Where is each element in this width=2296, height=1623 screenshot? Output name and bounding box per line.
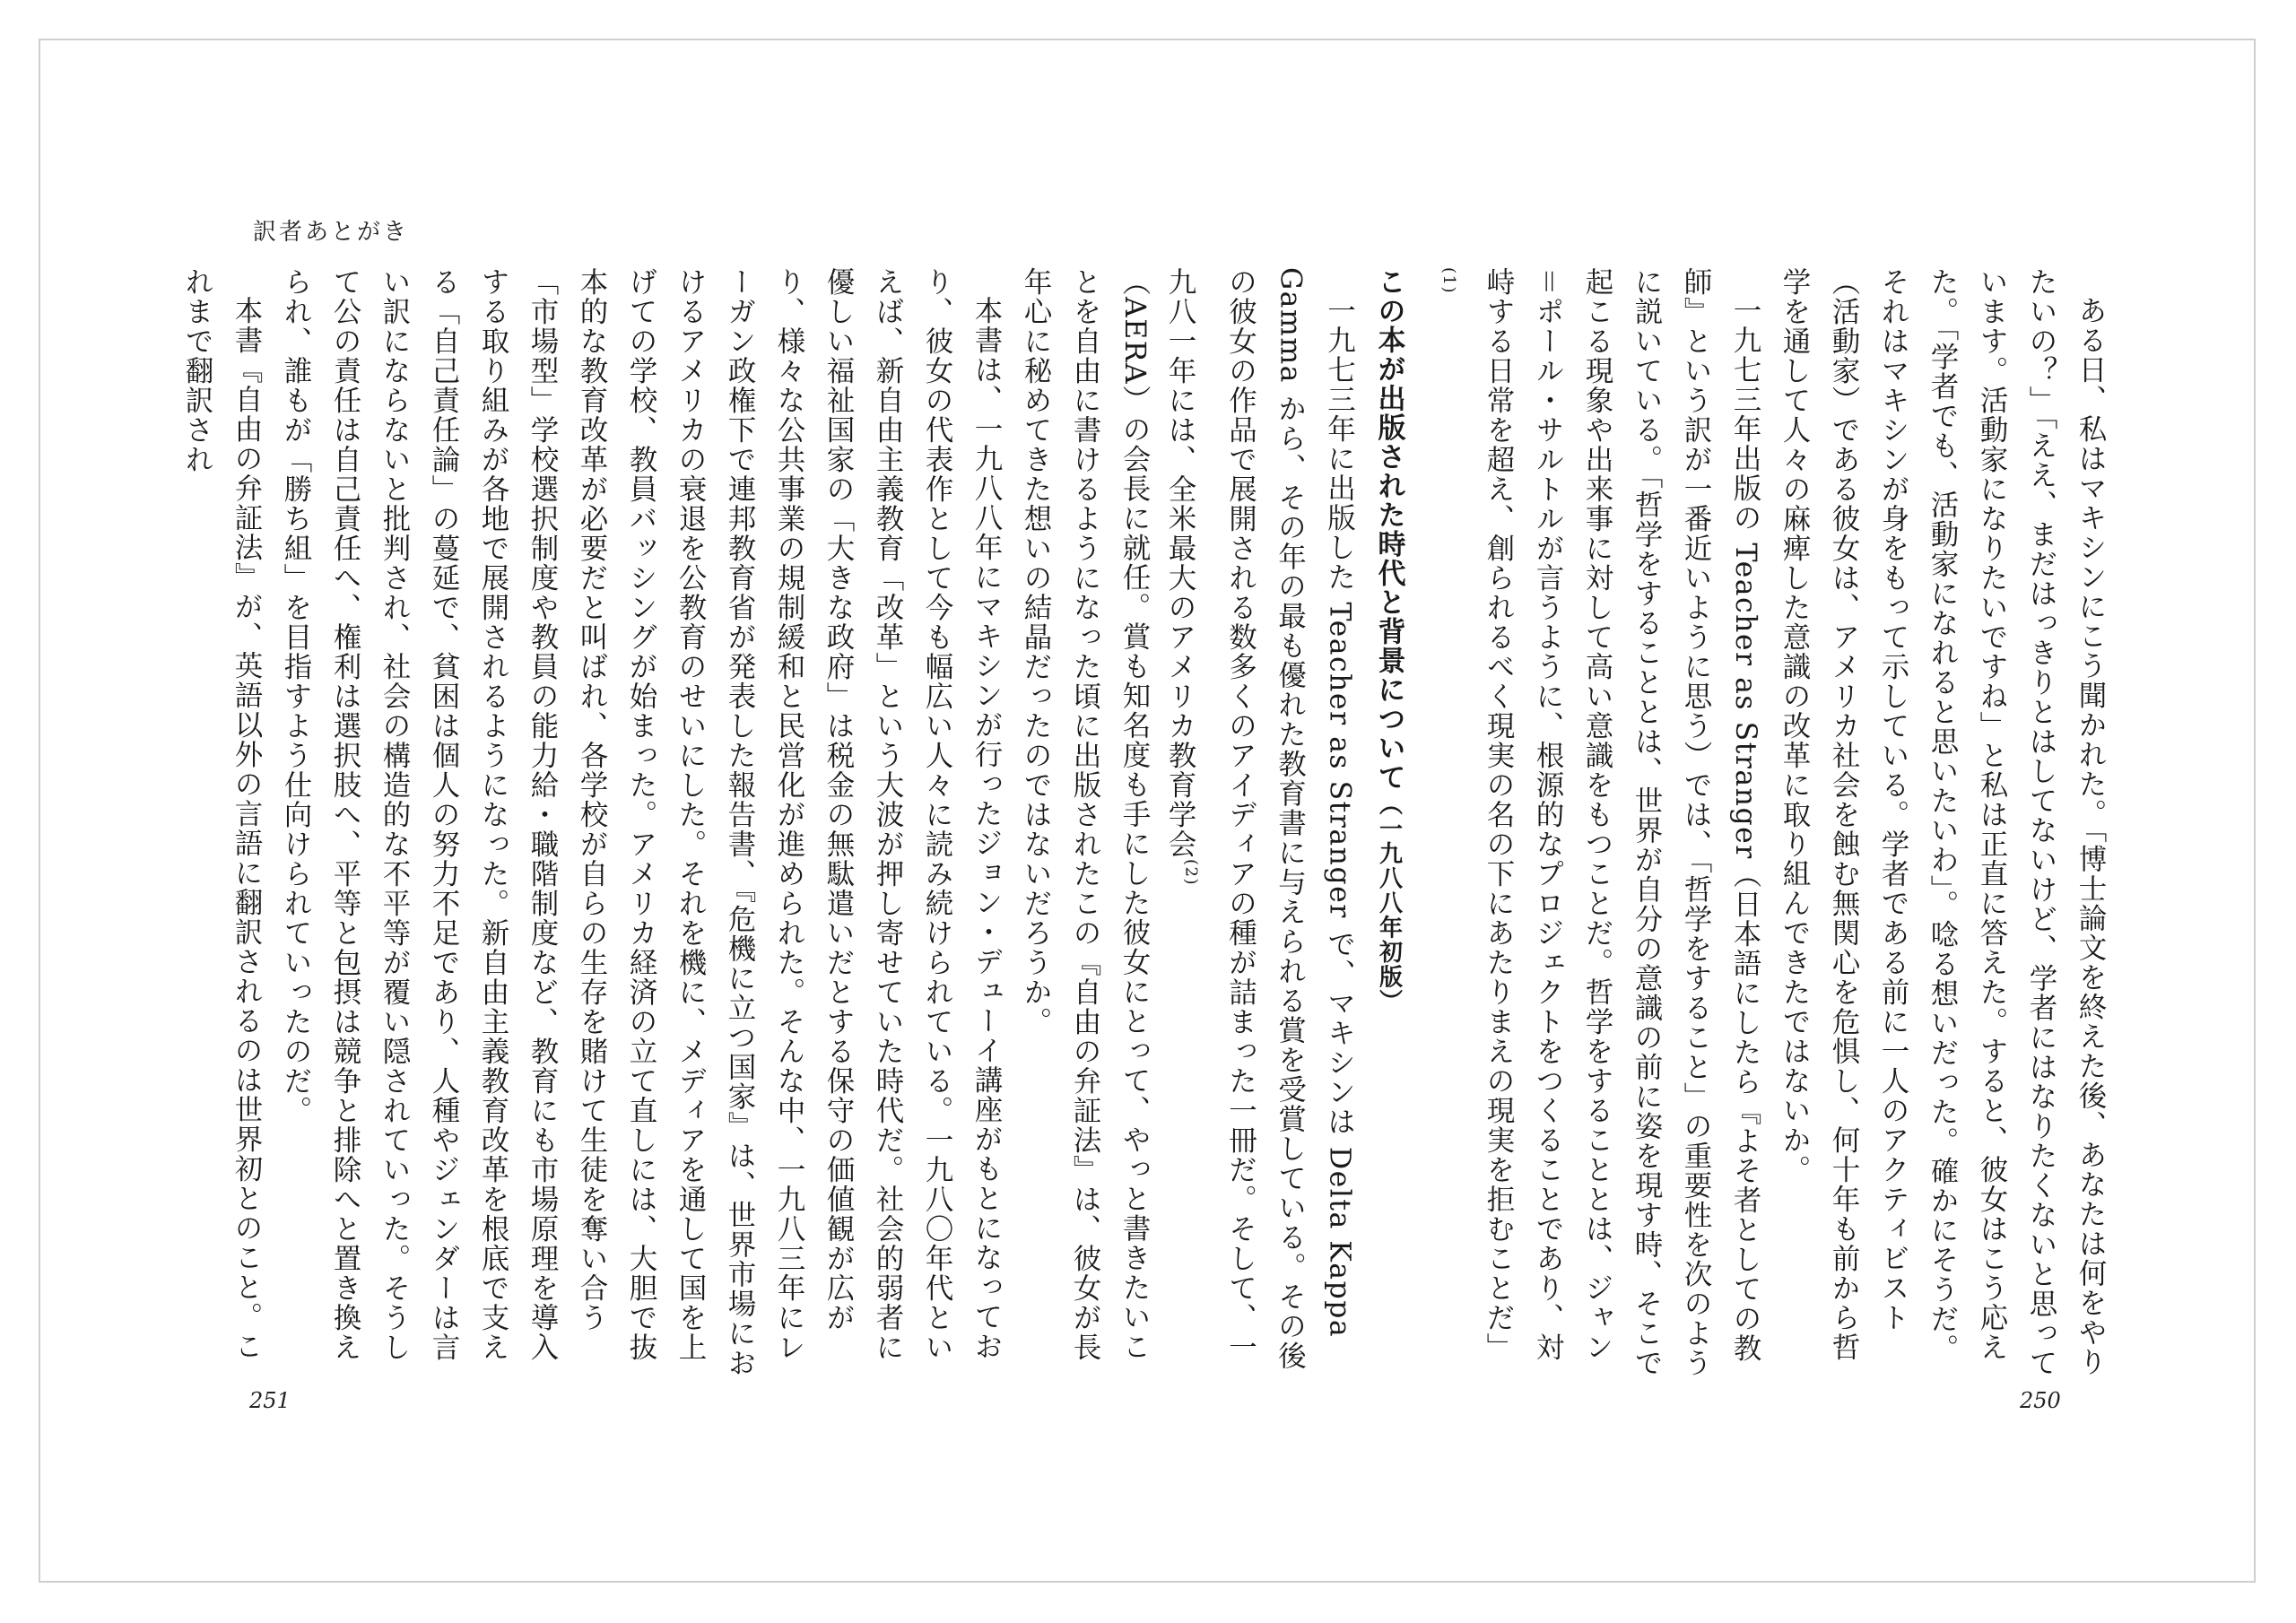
footnote-marker: (1) [1439,267,1458,294]
page-250-text [1164,267,2115,1384]
footnote-marker: (2) [1181,859,1201,886]
paragraph: 本書『自由の弁証法』が、英語以外の言語に翻訳されるのは世界初とのこと。これまで翻訳され [181,267,263,1361]
paragraph: ある日、私はマキシンにこう聞かれた。「博士論文を終えた後、あなたは何をやりたいの？」「ええ、まだはっきりとはしてないけど、学者にはなりたくないと思っています。活動家になりたいですね」と私は正直に答えた。すると、彼女はこう応えた。「学者でも、活動家になれると思いたいわ」。唸る想いだった。確かにそうだ。それはマキシンが身をもって示している。学者である前に一人のアクティビスト（活動家）である彼女は、アメリカ社会を蝕む無関心を危惧し、何十年も前から哲学を通して人々の麻痺した意識の改革に取り組んできたではないか。 [1779,267,2107,1378]
page-251-text [181,267,1159,1384]
page-number-left: 251 [249,1388,291,1413]
page-number-right: 250 [2020,1388,2061,1413]
paragraph: （AERA）の会長に就任。賞も知名度も手にした彼女にとって、やっと書きたいことを自由に書けるようになった頃に出版されたこの『自由の弁証法』は、彼女が長年心に秘めてきた想いの結晶だったのではないだろうか。 [1020,267,1151,1362]
section-heading-subtitle: （一九八八年初版） [1375,792,1403,1014]
paragraph-text: 一九七三年出版の Teacher as Stranger（日本語にしたら『よそ者としての教師』という訳が一番近いように思う）では、「哲学をすること」の重要性を次のように説いている。「哲学をすることとは、世界が自分の意識の前に姿を現す時、そこで起こる現象や出来事に対して高い意識をもつことだ。哲学をすることとは、ジャン＝ポール・サルトルが言うように、根源的なプロジェクトをつくることであり、対峙する日常を超え、創られるべく現実の名の下にあたりまえの現実を拒むことだ」 [1483,267,1761,1378]
running-head: 訳者あとがき [253,219,410,246]
section-heading [1364,267,1413,1384]
paragraph-text: 一九七三年に出版した Teacher as Stranger で、マキシンは Delta Kappa Gamma から、その年の最も優れた教育書に与えられる賞を受賞している。その後の彼女の作品で展開される数多くのアイディアの種が詰まった一冊だ。そして、一九八一年には、全米最大のアメリカ教育学会 [1164,267,1356,1371]
paragraph [1413,267,1770,1384]
paragraph: 本書は、一九八八年にマキシンが行ったジョン・デューイ講座がもとになっており、彼女の代表作として今も幅広い人々に読み続けられている。一九八〇年代といえば、新自由主義教育「改革」という大波が押し寄せていた時代だ。社会的弱者に優しい福祉国家の「大きな政府」は税金の無駄遣いだとする保守の価値観が広がり、様々な公共事業の規制緩和と民営化が進められた。そんな中、一九八三年にレーガン政権下で連邦教育省が発表した報告書、『危機に立つ国家』は、世界市場におけるアメリカの衰退を公教育のせいにした。それを機に、メディアを通して国を上げての学校、教員バッシングが始まった。アメリカ経済の立て直しには、大胆で抜本的な教育改革が必要だと叫ばれ、各学校が自らの生存を賭けて生徒を奪い合う「市場型」学校選択制度や教員の能力給・職階制度など、教育にも市場原理を導入する取り組みが各地で展開されるようになった。新自由主義教育改革を根底で支える「自己責任論」の蔓延で、貧困は個人の努力不足であり、人種やジェンダーは言い訳にならないと批判され、社会の構造的な不平等が覆い隠されていった。そうして公の責任は自己責任へ、権利は選択肢へ、平等と包摂は競争と排除へと置き換えられ、誰もが「勝ち組」を目指すよう仕向けられていったのだ。 [280,267,1003,1378]
section-heading-title: この本が出版された時代と背景について [1372,267,1405,792]
paragraph [1155,267,1364,1384]
